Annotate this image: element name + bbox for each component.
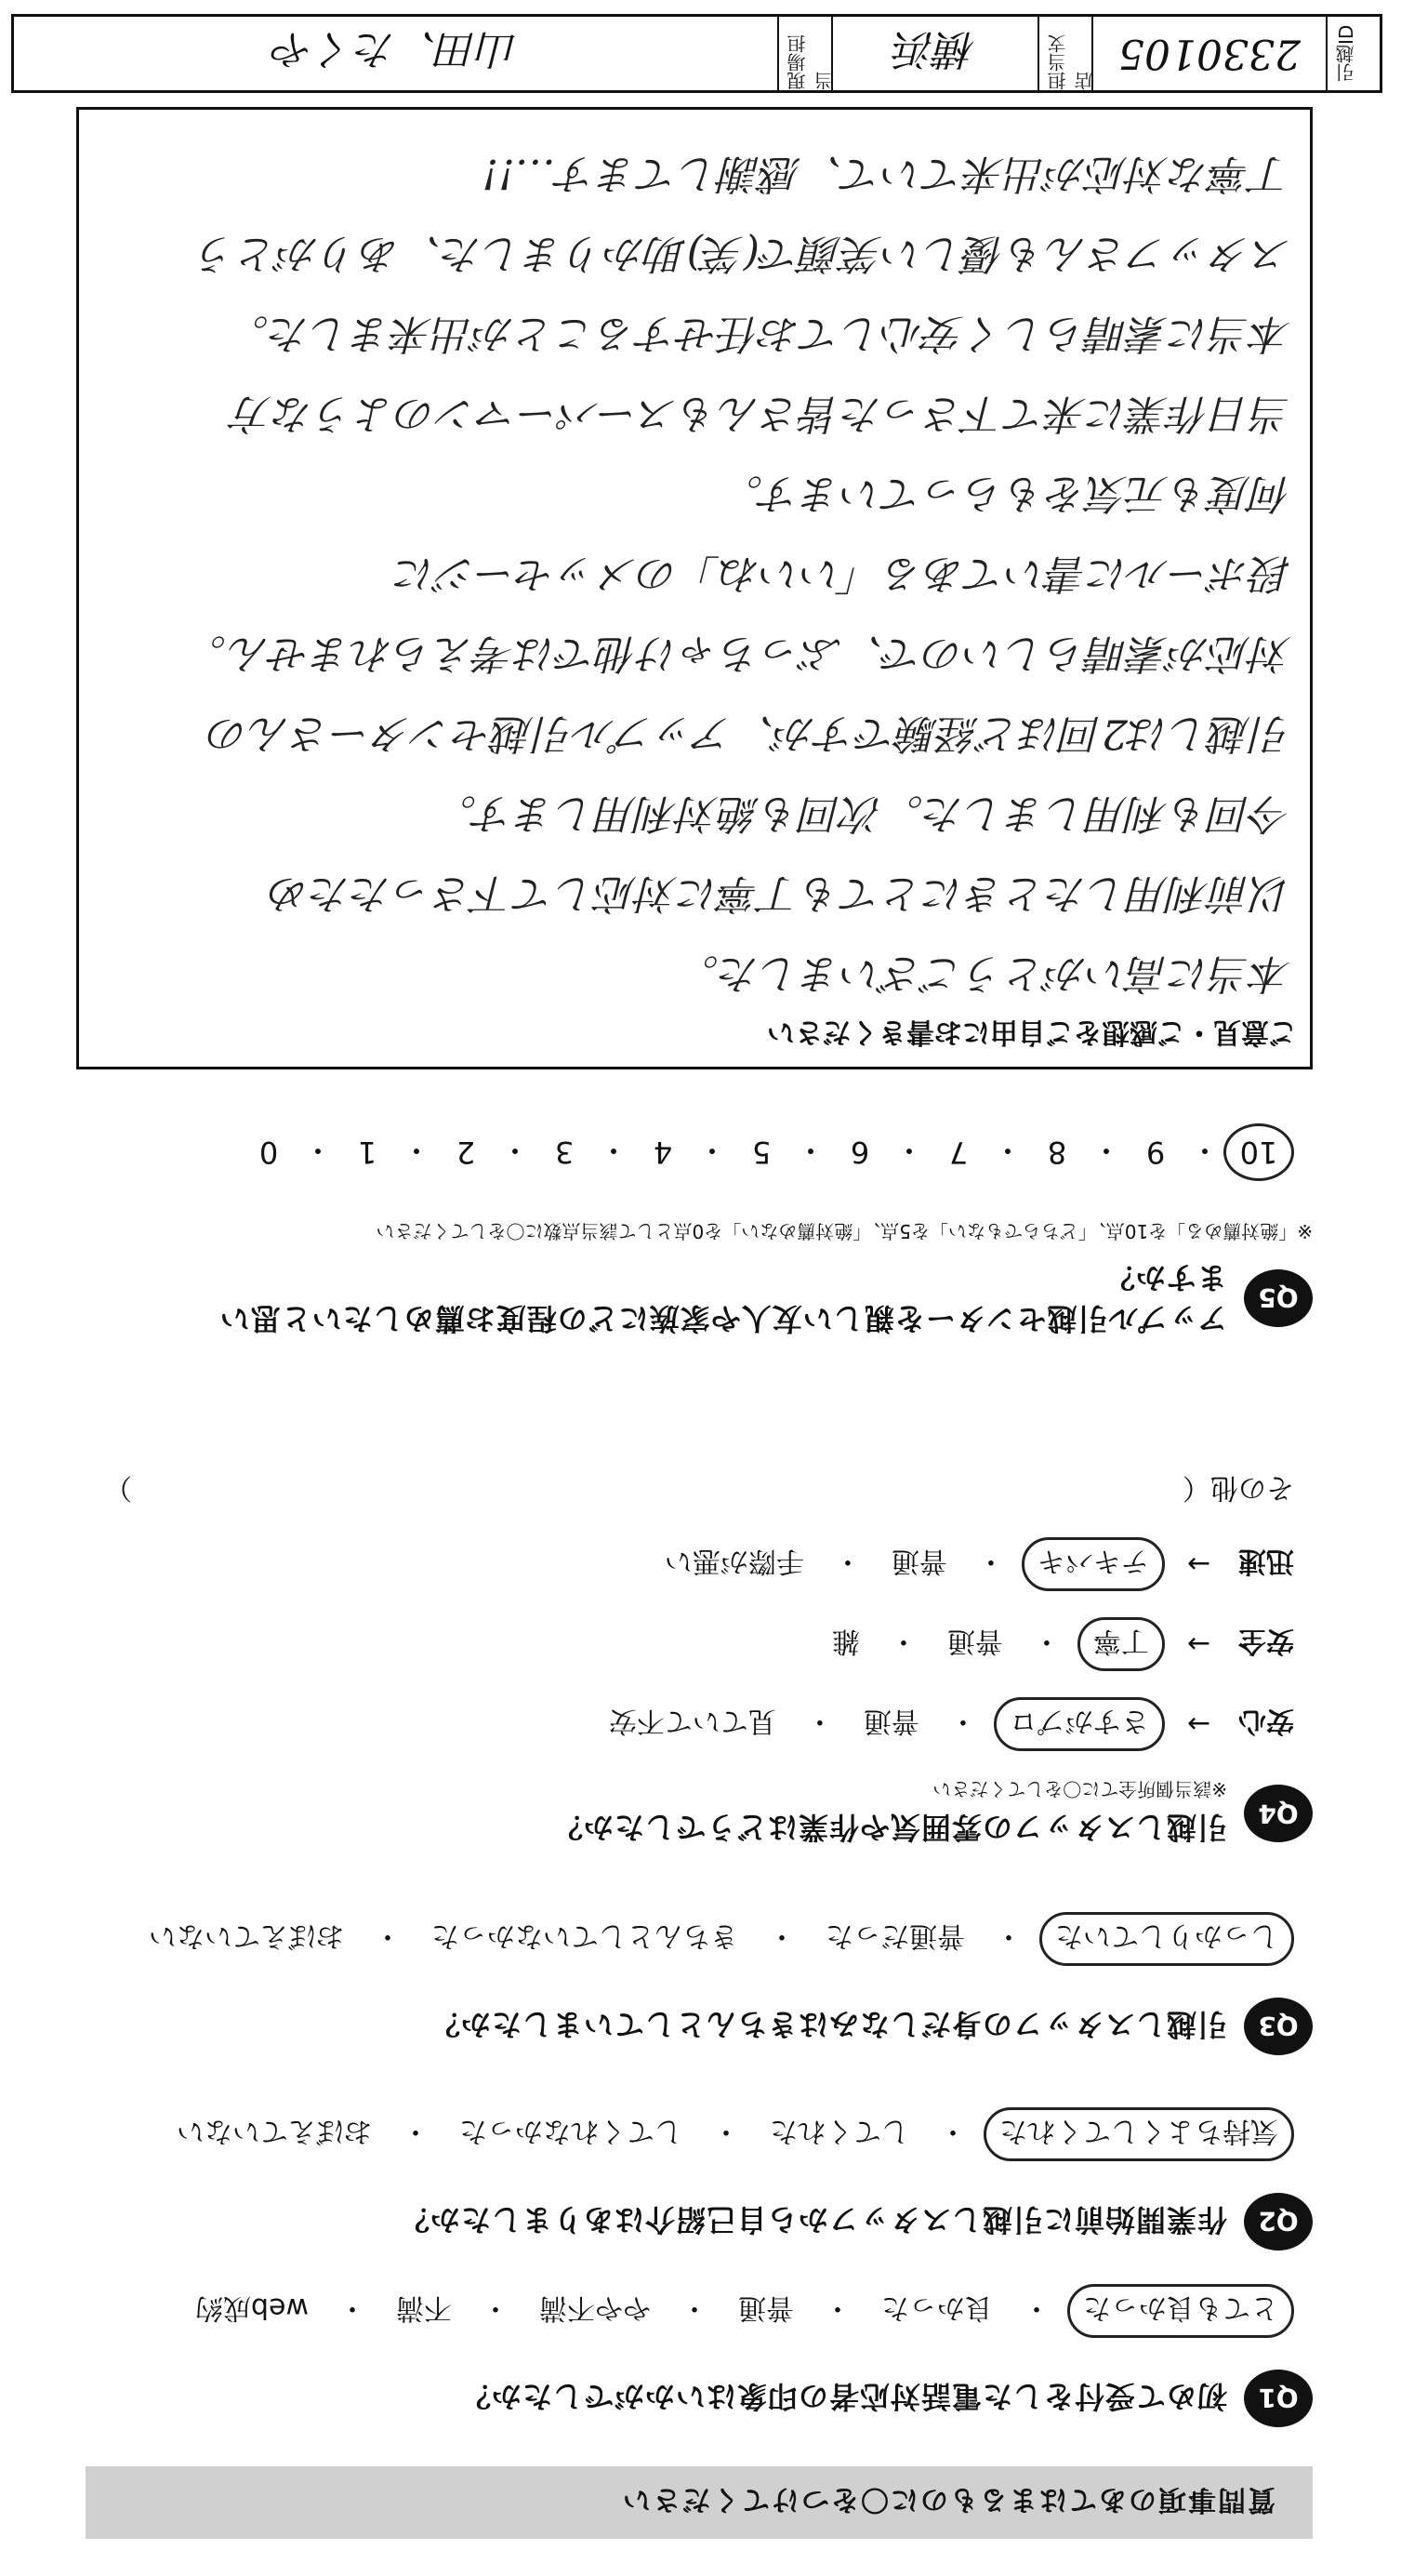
q2-option[interactable]: してくれなかった bbox=[459, 2115, 682, 2147]
question-5 bbox=[86, 1219, 1313, 1339]
q4-option[interactable]: テキパキ bbox=[1022, 1537, 1165, 1591]
comment-handwriting bbox=[92, 133, 1291, 1013]
q4-option[interactable]: さすがプロ bbox=[994, 1697, 1165, 1751]
q5-note: ※「絶対薦める」を10点、「どちらでもない」を5点、「絶対薦めない」を0点として該当点数に〇をしてください bbox=[376, 1220, 1313, 1242]
q4-option[interactable]: 普通 bbox=[891, 1545, 947, 1577]
q1-option[interactable]: 不満 bbox=[396, 2291, 452, 2324]
q4-row-label: 安全 bbox=[1238, 1625, 1294, 1657]
question-1: Q1 初めて受付をした電話対応者の印象はいかがでしたか？ とても良かった ・ 良かった ・ 普通 ・ やや不満 ・ 不満 ・ web成約 bbox=[86, 2284, 1313, 2427]
q4-row-label: 迅速 bbox=[1238, 1545, 1294, 1577]
q1-badge: Q1 bbox=[1244, 2370, 1313, 2427]
q5-badge: Q5 bbox=[1244, 1269, 1313, 1327]
scale-value[interactable]: 0 bbox=[258, 1135, 279, 1170]
id-label: 引越ID bbox=[1335, 24, 1357, 83]
q4-badge: Q4 bbox=[1244, 1786, 1313, 1843]
q2-text: 作業開始前に引越しスタッフから自己紹介はありましたか？ bbox=[398, 2202, 1227, 2237]
scale-value[interactable]: 3 bbox=[554, 1135, 575, 1170]
comment-line: 何度も元気をもらっています。 bbox=[721, 470, 1291, 517]
q1-option[interactable]: 良かった bbox=[881, 2291, 993, 2324]
leader-value: 山田、たくや bbox=[272, 25, 519, 73]
comment-line: スタッフさんも優しい笑顔で(笑)助かりました、ありがとう bbox=[195, 230, 1291, 277]
scale-value[interactable]: 4 bbox=[653, 1135, 673, 1170]
arrow-right-icon: → bbox=[1186, 1627, 1210, 1661]
scale-value[interactable]: 5 bbox=[751, 1135, 772, 1170]
arrow-right-icon: → bbox=[1186, 1547, 1210, 1581]
comment-line: 丁寧な対応が出来ていて、感謝してます…!! bbox=[482, 150, 1291, 197]
comment-line: 引越しは2回ほど経験ですが、アップル引越センターさんの bbox=[207, 710, 1291, 757]
q3-option[interactable]: 普通だった bbox=[826, 1919, 965, 1952]
q4-option[interactable]: 手際が悪い bbox=[664, 1545, 804, 1577]
branch-value: 横浜 bbox=[894, 25, 976, 73]
q1-option[interactable]: やや不満 bbox=[539, 2291, 651, 2324]
question-4: Q4 引越しスタッフの雰囲気や作業はどうでしたか？ ※該当個所全てに〇をしてください 安心 → さすがプロ ・ 普通 ・ 見ていて不安 安全 → 丁寧 ・ 普通 ・ 雑 迅速 → テキパキ ・ 普通 ・ 手際が悪い その他（ ） bbox=[86, 1470, 1313, 1851]
rating-scale: 10 ・ 9 ・ 8 ・ 7 ・ 6 ・ 5 ・ 4 ・ 3 ・ 2 ・ 1 ・ 0 bbox=[67, 1123, 1294, 1181]
scale-value[interactable]: 9 bbox=[1145, 1135, 1166, 1170]
question-2: Q2 作業開始前に引越しスタッフから自己紹介はありましたか？ 気持ちよくしてくれた ・ してくれた ・ してくれなかった ・ おぼえていない bbox=[86, 2107, 1313, 2251]
comment-line: 以前利用したときにとても丁寧に対応して下さったため bbox=[269, 870, 1291, 917]
arrow-right-icon: → bbox=[1186, 1707, 1210, 1741]
q3-badge: Q3 bbox=[1244, 1998, 1313, 2055]
scale-value[interactable]: 10 bbox=[1223, 1123, 1294, 1181]
comment-label: ご意見・ご感想をご自由にお書きください bbox=[767, 1016, 1297, 1048]
comment-line: 段ボールに書いてある「いいね」のメッセージに bbox=[394, 550, 1291, 597]
q1-option[interactable]: とても良かった bbox=[1067, 2284, 1294, 2338]
q1-option[interactable]: 普通 bbox=[738, 2291, 794, 2324]
q3-text: 引越しスタッフの身だしなみはきちんとしていましたか？ bbox=[429, 2007, 1227, 2042]
q2-badge: Q2 bbox=[1244, 2193, 1313, 2251]
scale-value[interactable]: 7 bbox=[948, 1135, 969, 1170]
scale-value[interactable]: 6 bbox=[850, 1135, 870, 1170]
leader-label: 現場担当 bbox=[786, 34, 836, 90]
scale-value[interactable]: 8 bbox=[1047, 1135, 1067, 1170]
q4-option[interactable]: 雑 bbox=[831, 1625, 860, 1657]
id-table bbox=[11, 14, 1382, 93]
scale-value[interactable]: 1 bbox=[357, 1135, 377, 1170]
q4-row-label: 安心 bbox=[1238, 1705, 1294, 1737]
comment-line: 今回も利用しました。次回も絶対利用します。 bbox=[435, 790, 1291, 837]
q3-option[interactable]: おぼえていない bbox=[149, 1919, 344, 1952]
q4-other-close: ） bbox=[104, 1471, 132, 1504]
instruction-text: 質問事項のあてはまるものに〇をつけてください bbox=[621, 2483, 1275, 2516]
q4-other-label: その他（ bbox=[1183, 1471, 1294, 1504]
q4-text: 引越しスタッフの雰囲気や作業はどうでしたか？ bbox=[551, 1810, 1227, 1845]
q4-option[interactable]: 丁寧 bbox=[1077, 1617, 1165, 1671]
branch-label: 担当支店 bbox=[1047, 34, 1096, 90]
q2-option[interactable]: おぼえていない bbox=[177, 2115, 372, 2147]
comment-line: 本当に素晴らしく安心してお任せすることが出来ました。 bbox=[228, 310, 1291, 357]
comment-line: 対応が素晴らしいので、ぶっちゃけ他では考えられません。 bbox=[185, 630, 1291, 677]
comment-line: 本当に高いがとうございました。 bbox=[678, 949, 1291, 997]
q4-option[interactable]: 普通 bbox=[946, 1625, 1003, 1657]
question-3: Q3 引越しスタッフの身だしなみはきちんとしていましたか？ しっかりしていた ・ 普通だった ・ きちんとしていなかった ・ おぼえていない bbox=[86, 1912, 1313, 2055]
q1-option[interactable]: web成約 bbox=[194, 2291, 309, 2324]
scale-value[interactable]: 2 bbox=[456, 1135, 476, 1170]
q5-text: アップル引越センターを親しい友人や家族にどの程度お薦めしたいと思いますか？ bbox=[218, 1260, 1227, 1336]
instruction-banner bbox=[86, 2466, 1313, 2539]
q4-note: ※該当個所全てに〇をしてください bbox=[932, 1778, 1227, 1800]
q3-option[interactable]: しっかりしていた bbox=[1039, 1912, 1294, 1966]
q2-option[interactable]: してくれた bbox=[770, 2115, 909, 2147]
q4-option[interactable]: 普通 bbox=[863, 1705, 919, 1737]
q4-option[interactable]: 見ていて不安 bbox=[608, 1705, 776, 1737]
q1-text: 初めて受付をした電話対応者の印象はいかがでしたか？ bbox=[459, 2379, 1227, 2414]
comment-line: 当日作業に来て下さった皆さんもスーパーマンのような方 bbox=[231, 390, 1291, 437]
q2-option[interactable]: 気持ちよくしてくれた bbox=[984, 2107, 1294, 2161]
q3-option[interactable]: きちんとしていなかった bbox=[431, 1919, 738, 1952]
comment-box[interactable] bbox=[76, 107, 1313, 1069]
id-value: 2330105 bbox=[1118, 30, 1301, 77]
